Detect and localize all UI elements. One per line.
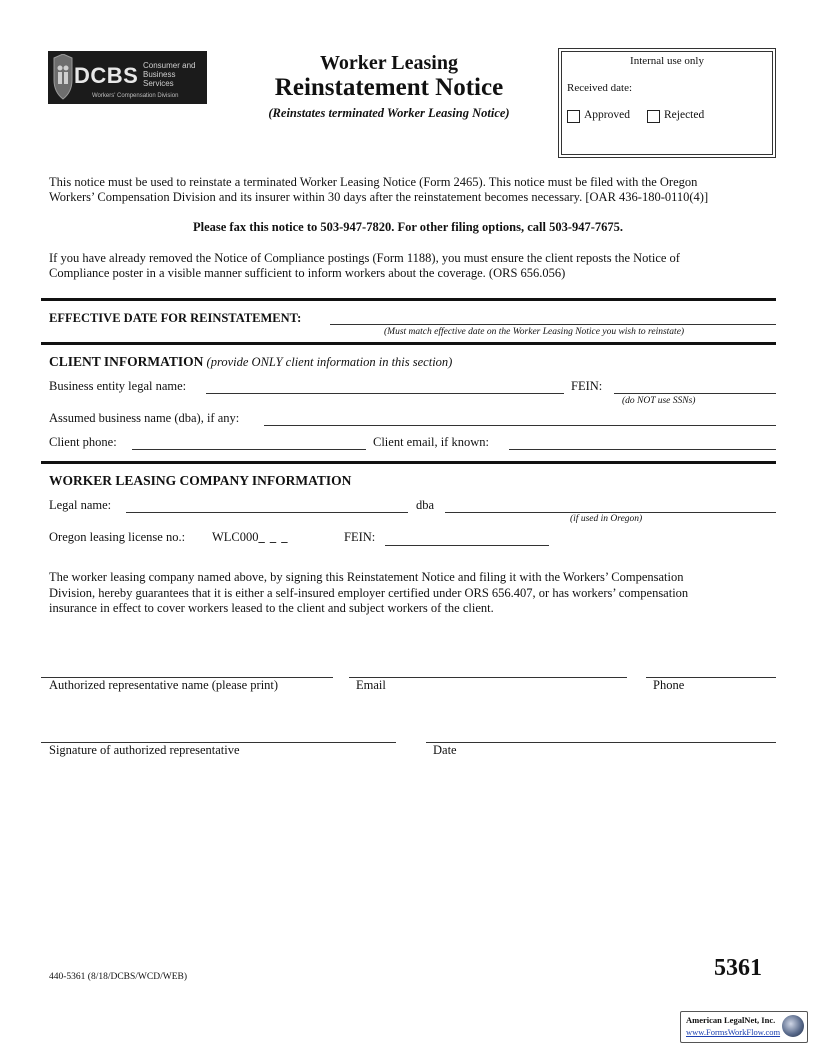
logo-wordmark: DCBS (74, 63, 139, 88)
effective-date-label: EFFECTIVE DATE FOR REINSTATEMENT: (49, 311, 302, 325)
company-fein-field[interactable] (385, 545, 549, 546)
client-legal-name-label: Business entity legal name: (49, 379, 187, 393)
client-heading-note: (provide ONLY client information in this section) (206, 355, 453, 369)
client-phone-label: Client phone: (49, 435, 117, 449)
client-email-label: Client email, if known: (373, 435, 489, 449)
rep-name-label: Authorized representative name (please print) (49, 678, 279, 692)
company-fein-label: FEIN: (344, 530, 376, 544)
posters-line-2: Compliance poster in a visible manner sufficient to inform workers about the coverage. (ORS 656.056) (49, 266, 566, 280)
client-phone-field[interactable] (132, 449, 366, 450)
form-title-top: Worker Leasing (320, 52, 458, 74)
client-email-field[interactable] (509, 449, 776, 450)
license-prefix: WLC000 (212, 530, 259, 544)
client-section-heading (49, 354, 452, 370)
logo-subline: Workers' Compensation Division (92, 93, 179, 99)
intro-line-2: Workers’ Compensation Division and its insurer within 30 days after the reinstatement becomes necessary. [OAR 436-180-0110(4)] (49, 190, 709, 204)
company-section-heading: WORKER LEASING COMPANY INFORMATION (49, 473, 352, 488)
logo-tagline: Consumer and Business Services (143, 61, 196, 88)
client-dba-field[interactable] (264, 425, 776, 426)
globe-icon (782, 1015, 804, 1037)
publisher-seal[interactable] (680, 1011, 808, 1043)
company-legal-name-label: Legal name: (49, 498, 112, 512)
company-dba-field[interactable] (445, 512, 776, 513)
client-heading: CLIENT INFORMATION (49, 354, 204, 369)
client-dba-label: Assumed business name (dba), if any: (49, 411, 240, 425)
company-dba-note: (if used in Oregon) (570, 514, 643, 524)
publisher-url[interactable]: www.FormsWorkFlow.com (686, 1027, 781, 1037)
shield-icon (52, 54, 74, 100)
internal-use-title: Internal use only (630, 55, 704, 67)
date-field[interactable] (426, 742, 776, 743)
effective-date-note: (Must match effective date on the Worker Leasing Notice you wish to reinstate) (384, 327, 685, 337)
client-legal-name-field[interactable] (206, 393, 564, 394)
effective-date-field[interactable] (330, 324, 776, 325)
client-fein-label: FEIN: (571, 379, 603, 393)
rejected-label: Rejected (664, 109, 705, 121)
guarantee-line-3: insurance in effect to cover workers leased to the client and subject workers of the client. (49, 601, 494, 615)
received-date-label: Received date: (567, 82, 633, 94)
date-label: Date (433, 743, 457, 757)
rep-email-field[interactable] (349, 677, 627, 678)
rep-phone-label: Phone (653, 678, 685, 692)
divider (41, 298, 776, 301)
form-number: 5361 (714, 955, 762, 981)
guarantee-line-1: The worker leasing company named above, by signing this Reinstatement Notice and filing it with the Workers’ Compensation (49, 570, 684, 584)
license-blanks: _ _ _ (258, 530, 289, 544)
rep-email-label: Email (356, 678, 386, 692)
divider (41, 461, 776, 464)
signature-label: Signature of authorized representative (49, 743, 240, 757)
approved-label: Approved (584, 109, 630, 121)
client-fein-field[interactable] (614, 393, 776, 394)
license-number-label: Oregon leasing license no.: (49, 530, 186, 544)
license-number-value[interactable] (212, 530, 289, 545)
intro-line-1: This notice must be used to reinstate a terminated Worker Leasing Notice (Form 2465). This notice must be filed with the Oregon (49, 175, 698, 189)
guarantee-line-2: Division, hereby guarantees that it is either a self-insured employer certified under ORS 656.407, or has workers’ compensation (49, 586, 689, 600)
form-subtitle: (Reinstates terminated Worker Leasing Notice) (268, 106, 510, 120)
form-title: Reinstatement Notice (274, 74, 504, 101)
approved-checkbox[interactable] (567, 110, 580, 123)
client-fein-note: (do NOT use SSNs) (622, 396, 696, 406)
publisher-name: American LegalNet, Inc. (686, 1015, 776, 1025)
dcbs-logo (48, 51, 207, 104)
company-dba-label: dba (416, 498, 435, 512)
rejected-checkbox[interactable] (647, 110, 660, 123)
internal-use-box (558, 48, 776, 158)
divider (41, 342, 776, 345)
company-legal-name-field[interactable] (126, 512, 408, 513)
posters-line-1: If you have already removed the Notice of Compliance postings (Form 1188), you must ensure the client reposts the Notice of (49, 251, 680, 265)
form-code: 440-5361 (8/18/DCBS/WCD/WEB) (49, 972, 188, 982)
fax-instructions: Please fax this notice to 503-947-7820. For other filing options, call 503-947-7675. (192, 220, 624, 234)
